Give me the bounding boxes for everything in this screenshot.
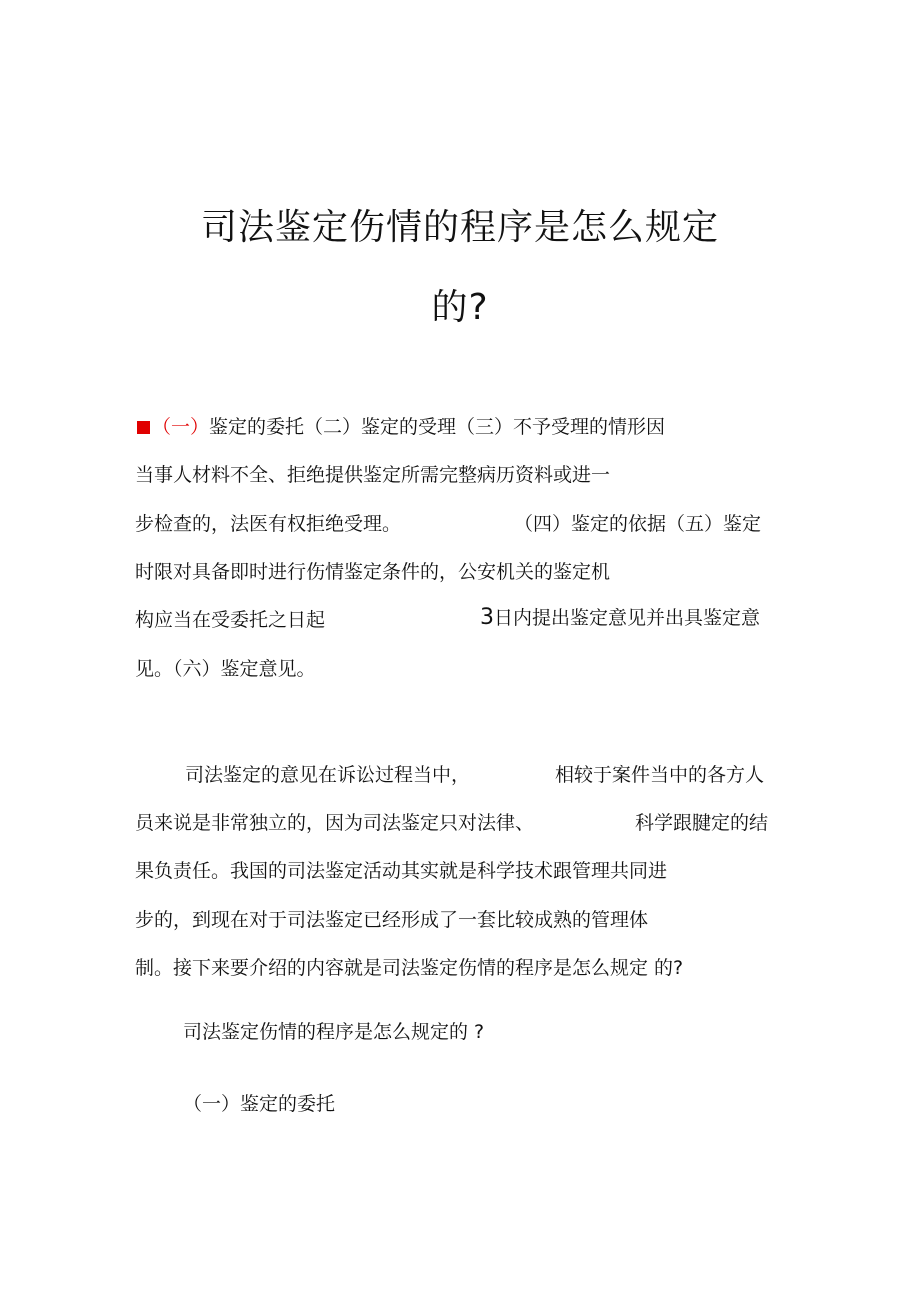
summary-red-label: （一） xyxy=(152,416,210,438)
intro-line-2a: 员来说是非常独立的，因为司法鉴定只对法律、 xyxy=(135,812,535,834)
summary-line-5b-text: 日内提出鉴定意见并出具鉴定意 xyxy=(494,607,761,629)
intro-line-3: 果负责任。我国的司法鉴定活动其实就是科学技术跟管理共同进 xyxy=(135,860,668,882)
red-square-icon xyxy=(137,421,150,434)
summary-line-2: 当事人材料不全、拒绝提供鉴定所需完整病历资料或进一 xyxy=(135,464,611,486)
summary-day-number: 3 xyxy=(480,605,494,630)
intro-line-1a: 司法鉴定的意见在诉讼过程当中， xyxy=(185,764,471,786)
summary-line-5a: 构应当在受委托之日起 xyxy=(135,609,326,631)
intro-line-4: 步的，到现在对于司法鉴定已经形成了一套比较成熟的管理体 xyxy=(135,909,649,931)
intro-line-2b: 科学跟腱定的结 xyxy=(635,812,769,834)
page-title-line-2: 的? xyxy=(431,287,489,328)
summary-line-1-text: 鉴定的委托（二）鉴定的受理（三）不予受理的情形因 xyxy=(209,416,666,438)
intro-line-1b: 相较于案件当中的各方人 xyxy=(555,764,765,786)
summary-line-6: 见。（六）鉴定意见。 xyxy=(135,658,316,680)
summary-line-5b xyxy=(480,605,760,631)
subheading: 司法鉴定伤情的程序是怎么规定的 ? xyxy=(183,1021,485,1043)
section-heading-1: （一）鉴定的委托 xyxy=(183,1093,336,1115)
summary-line-3b: （四）鉴定的依据（五）鉴定 xyxy=(514,513,762,535)
page-title-line-1: 司法鉴定伤情的程序是怎么规定 xyxy=(200,207,719,248)
summary-line-3a: 步检查的，法医有权拒绝受理。 xyxy=(135,513,402,535)
summary-line-1 xyxy=(152,414,665,440)
intro-line-5: 制。接下来要介绍的内容就是司法鉴定伤情的程序是怎么规定 的? xyxy=(135,957,684,979)
summary-line-4: 时限对具备即时进行伤情鉴定条件的，公安机关的鉴定机 xyxy=(135,561,611,583)
